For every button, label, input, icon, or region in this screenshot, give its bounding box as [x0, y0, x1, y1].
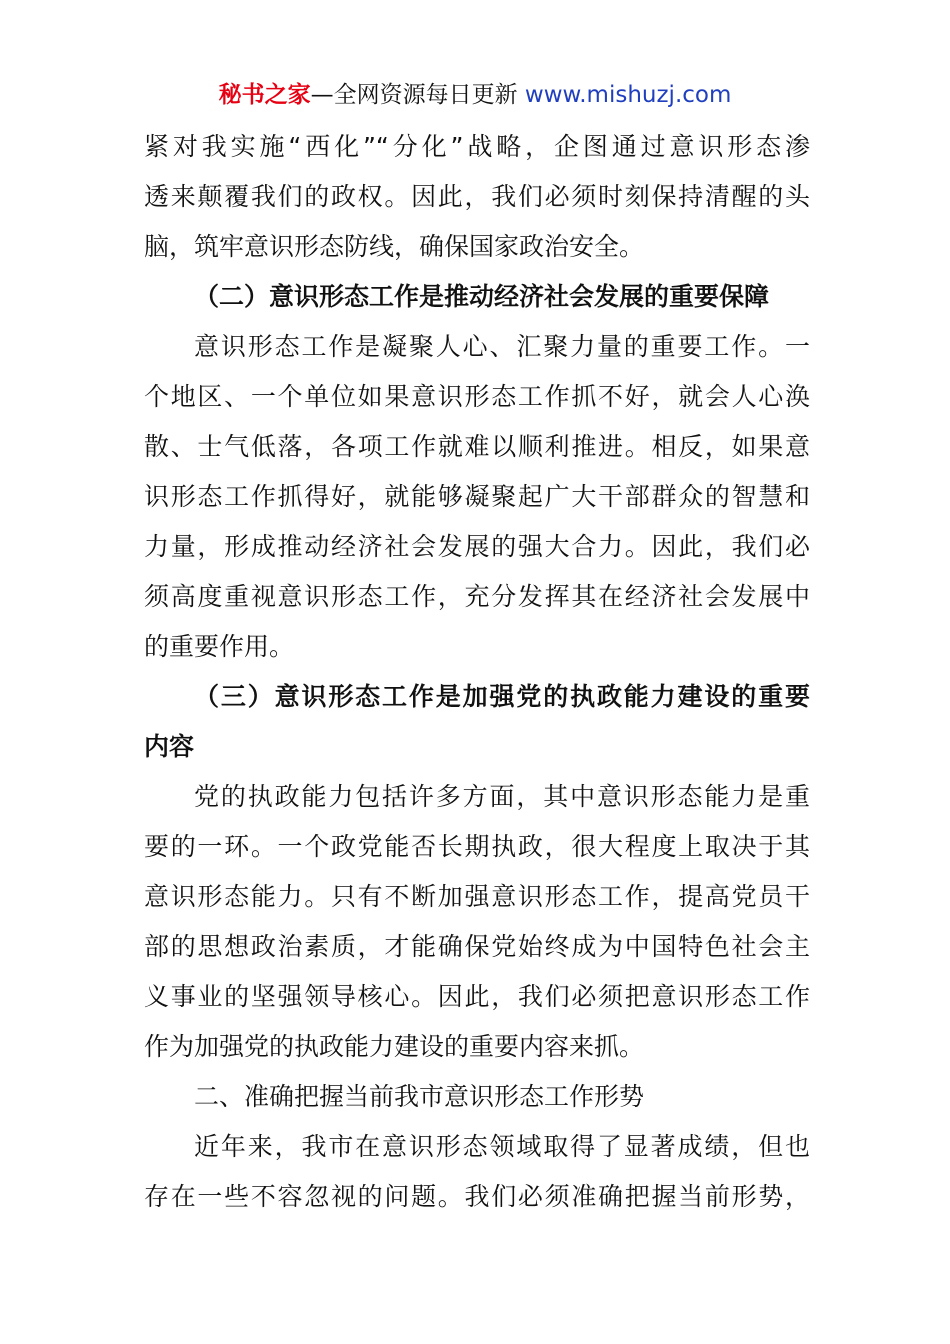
text-line: 个地区、一个单位如果意识形态工作抓不好，就会人心涣	[144, 382, 810, 411]
brand-name: 秘书之家	[218, 82, 311, 108]
text-line: 紧对我实施“西化”“分化”战略，企图通过意识形态渗	[144, 132, 810, 161]
text-line: 力量，形成推动经济社会发展的强大合力。因此，我们必	[144, 532, 810, 561]
document-body	[144, 122, 810, 1222]
text-line: 部的思想政治素质，才能确保党始终成为中国特色社会主	[144, 932, 810, 961]
text-line: 的重要作用。	[144, 632, 295, 661]
text-line: 透来颠覆我们的政权。因此，我们必须时刻保持清醒的头	[144, 182, 810, 211]
text-line: 义事业的坚强领导核心。因此，我们必须把意识形态工作	[144, 982, 810, 1011]
text-line: 意识形态能力。只有不断加强意识形态工作，提高党员干	[144, 882, 810, 911]
text-line: 意识形态工作是凝聚人心、汇聚力量的重要工作。一	[194, 332, 810, 361]
site-header	[0, 78, 950, 112]
text-line: 作为加强党的执政能力建设的重要内容来抓。	[144, 1032, 645, 1061]
text-line: 要的一环。一个政党能否长期执政，很大程度上取决于其	[144, 832, 810, 861]
text-line: 识形态工作抓得好，就能够凝聚起广大干部群众的智慧和	[144, 482, 810, 511]
site-url[interactable]: www.mishuzj.com	[524, 82, 732, 108]
text-line: 脑，筑牢意识形态防线，确保国家政治安全。	[144, 232, 645, 261]
section-heading-3: （三）意识形态工作是加强党的执政能力建设的重要	[194, 682, 810, 711]
text-line: 散、士气低落，各项工作就难以顺利推进。相反，如果意	[144, 432, 810, 461]
section-heading-3-cont: 内容	[144, 732, 195, 761]
section-heading-two: 二、准确把握当前我市意识形态工作形势	[194, 1082, 645, 1111]
text-line: 近年来，我市在意识形态领域取得了显著成绩，但也	[194, 1132, 810, 1161]
section-heading-2: （二）意识形态工作是推动经济社会发展的重要保障	[194, 282, 770, 311]
header-tagline: —全网资源每日更新	[310, 82, 525, 108]
text-line: 须高度重视意识形态工作，充分发挥其在经济社会发展中	[144, 582, 810, 611]
text-line: 党的执政能力包括许多方面，其中意识形态能力是重	[194, 782, 810, 811]
text-line: 存在一些不容忽视的问题。我们必须准确把握当前形势，	[144, 1182, 810, 1211]
